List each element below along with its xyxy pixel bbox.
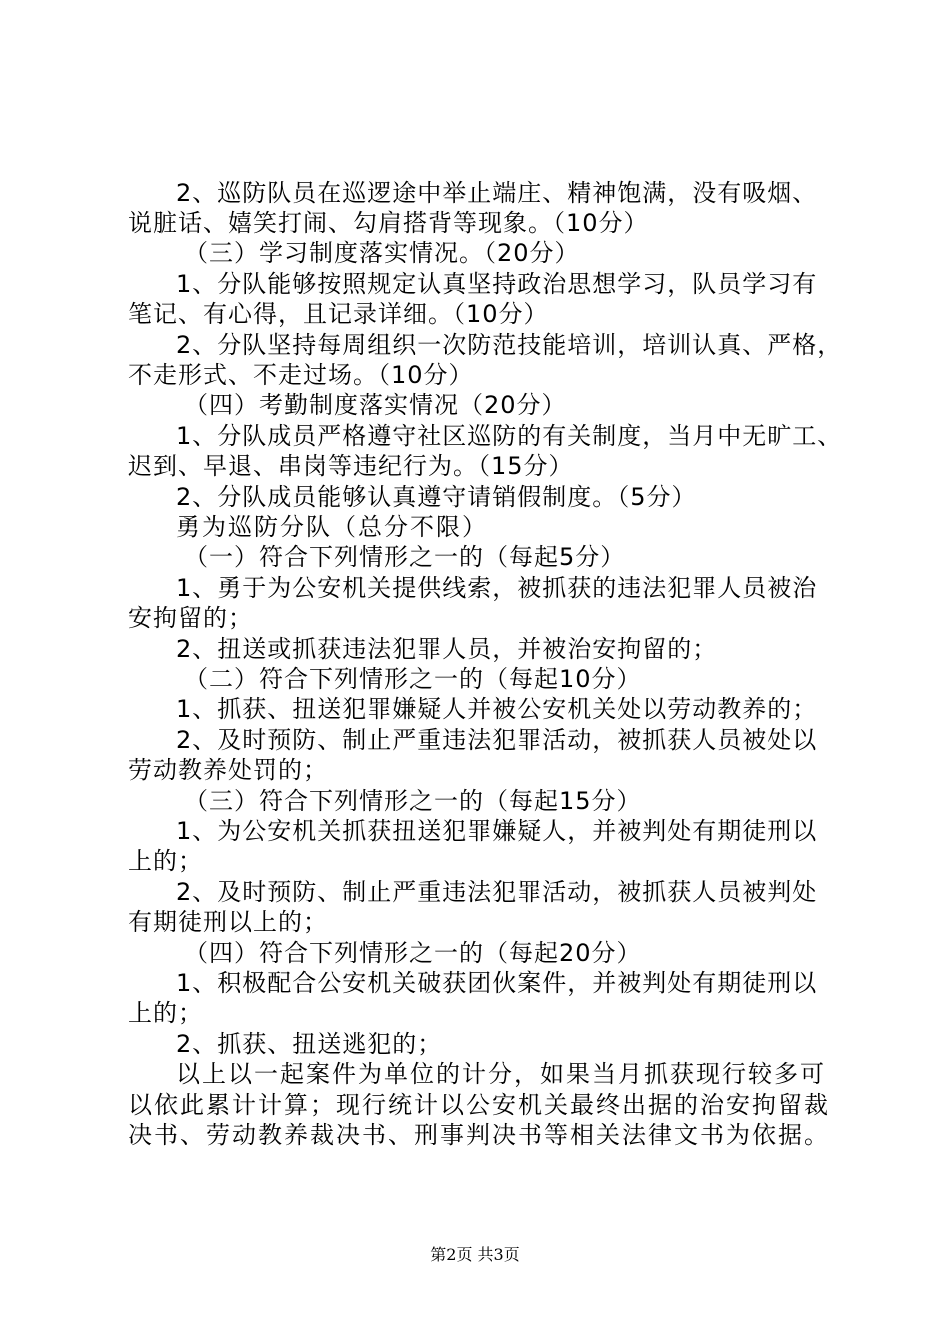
text-line: 2、分队成员能够认真遵守请销假制度。（5分） [176,483,697,511]
subsection-title: 勇为巡防分队（总分不限） [176,513,488,541]
text-line: 1、勇于为公安机关提供线索，被抓获的违法犯罪人员被治 [176,574,818,602]
text-line: 决书、劳动教养裁决书、刑事判决书等相关法律文书为依据。 [128,1121,830,1149]
text-line: 1、分队成员严格遵守社区巡防的有关制度，当月中无旷工、 [176,422,843,450]
section-heading: （四）考勤制度落实情况（20分） [184,391,567,419]
text-line: 有期徒刑以上的； [128,908,328,936]
text-line: 不走形式、不走过场。（10分） [128,361,474,389]
section-heading: （三）学习制度落实情况。（20分） [184,239,580,267]
page-number-footer: 第2页 共3页 [430,1245,520,1264]
text-line: 安拘留的； [128,604,253,632]
text-line: 2、抓获、扭送逃犯的； [176,1030,443,1058]
text-line: 说脏话、嬉笑打闹、勾肩搭背等现象。（10分） [128,209,649,237]
section-heading: （四）符合下列情形之一的（每起20分） [184,939,642,967]
text-line: 1、积极配合公安机关破获团伙案件，并被判处有期徒刑以 [176,969,818,997]
text-line: 迟到、早退、串岗等违纪行为。（15分） [128,452,574,480]
text-line: 2、扭送或抓获违法犯罪人员，并被治安拘留的； [176,635,718,663]
text-line: 1、抓获、扭送犯罪嫌疑人并被公安机关处以劳动教养的； [176,695,818,723]
section-heading: （一）符合下列情形之一的（每起5分） [184,543,626,571]
text-line: 以依此累计计算；现行统计以公安机关最终出据的治安拘留裁 [128,1091,830,1119]
text-line: 上的； [128,847,203,875]
text-line: 1、分队能够按照规定认真坚持政治思想学习，队员学习有 [176,270,818,298]
text-line: 2、及时预防、制止严重违法犯罪活动，被抓获人员被处以 [176,726,818,754]
text-line: 以上以一起案件为单位的计分，如果当月抓获现行较多可 [176,1060,826,1088]
section-heading: （二）符合下列情形之一的（每起10分） [184,665,642,693]
section-heading: （三）符合下列情形之一的（每起15分） [184,787,642,815]
text-line: 1、为公安机关抓获扭送犯罪嫌疑人，并被判处有期徒刑以 [176,817,818,845]
text-line: 2、分队坚持每周组织一次防范技能培训，培训认真、严格， [176,331,843,359]
text-line: 2、及时预防、制止严重违法犯罪活动，被抓获人员被判处 [176,878,818,906]
text-line: 笔记、有心得，且记录详细。（10分） [128,300,549,328]
text-line: 2、巡防队员在巡逻途中举止端庄、精神饱满，没有吸烟、 [176,179,818,207]
text-line: 上的； [128,999,203,1027]
text-line: 劳动教养处罚的； [128,756,328,784]
